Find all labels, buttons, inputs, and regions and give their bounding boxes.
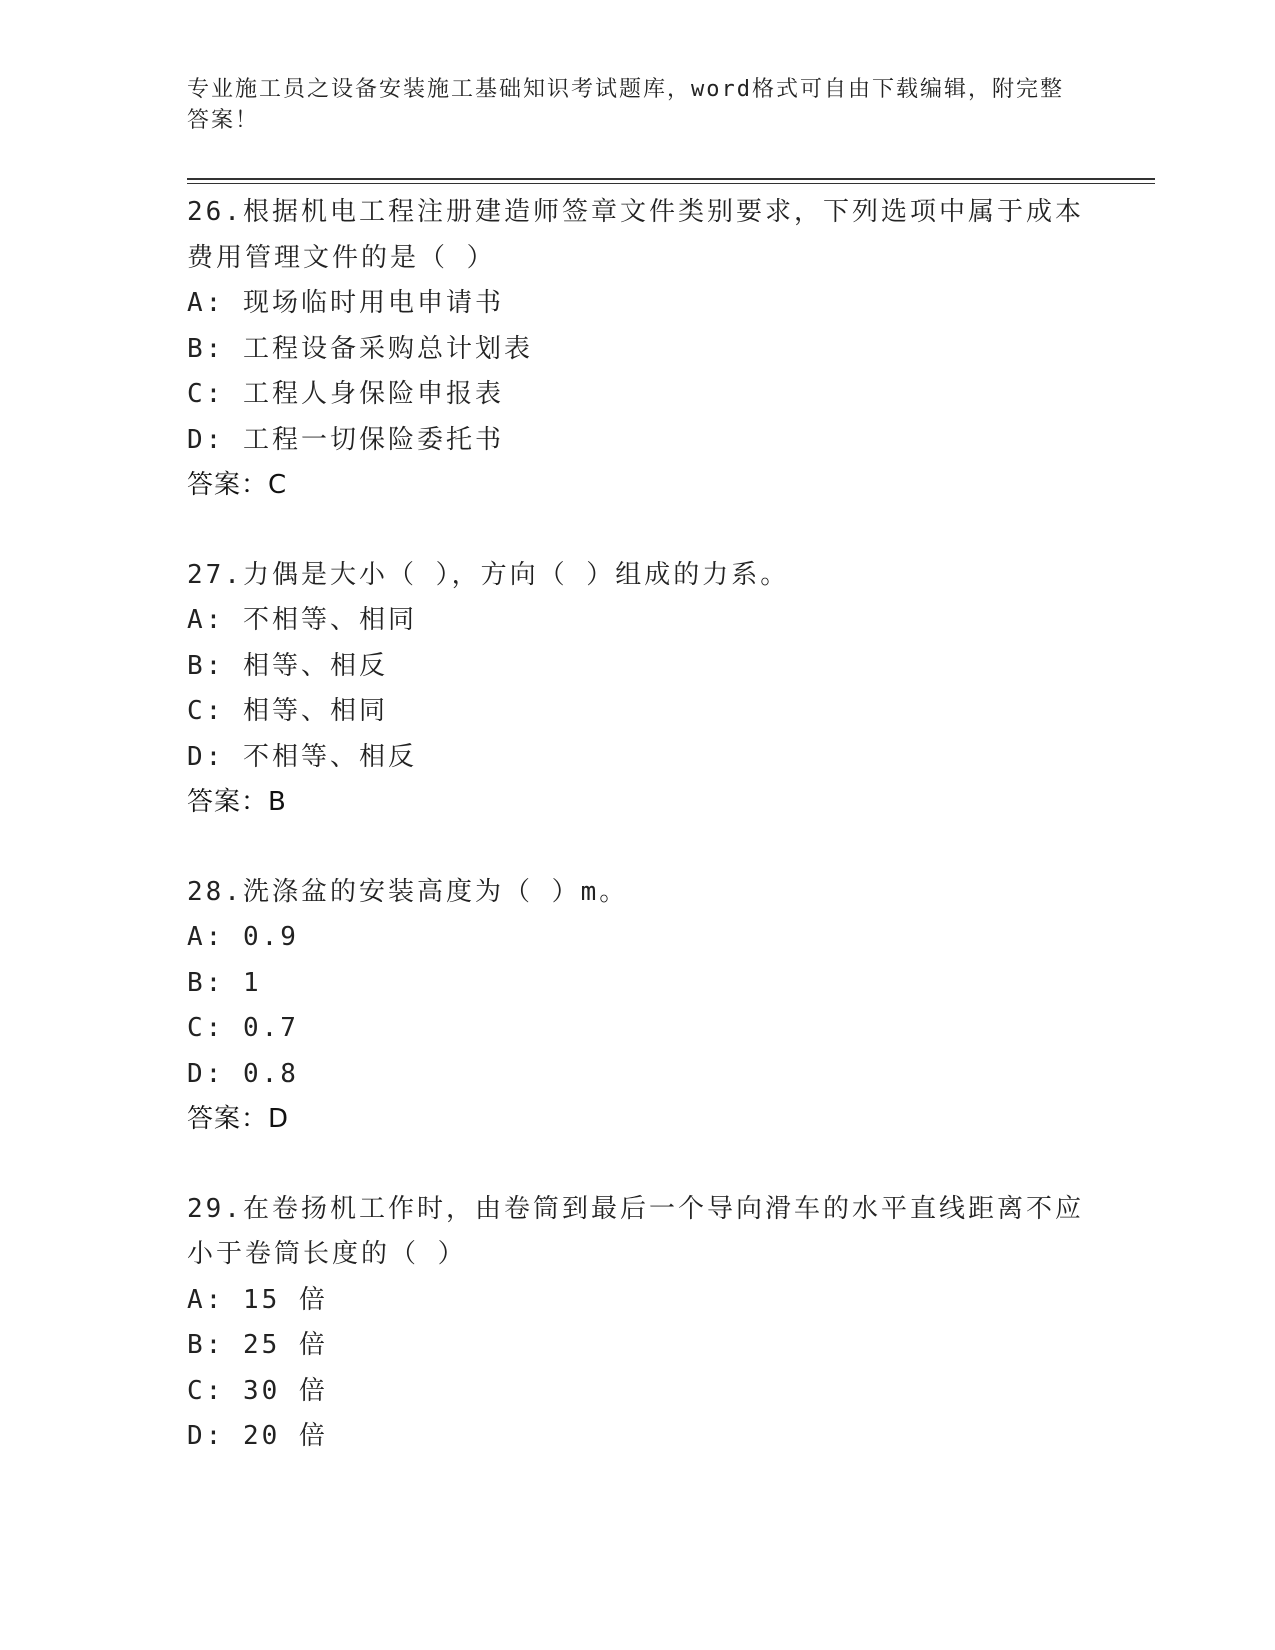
option-c: C: 30 倍 — [187, 1375, 328, 1406]
option-b: B: 25 倍 — [187, 1330, 328, 1360]
option-a: A: 现场临时用电申请书 — [187, 288, 504, 318]
question-stem: 28.洗涤盆的安装高度为（ ）m。 — [187, 876, 629, 907]
document-header: 专业施工员之设备安装施工基础知识考试题库，word格式可自由下载编辑，附完整答案！ — [187, 77, 1064, 133]
answer-line: 答案：C — [187, 470, 288, 500]
question-28 — [187, 870, 1087, 1143]
question-list — [187, 190, 1087, 1504]
option-d: D: 20 倍 — [187, 1421, 328, 1451]
answer-line: 答案：D — [187, 1104, 290, 1134]
question-26 — [187, 190, 1087, 509]
option-b: B: 1 — [187, 967, 262, 998]
question-29 — [187, 1187, 1087, 1460]
option-b: B: 工程设备采购总计划表 — [187, 333, 533, 364]
question-stem: 29.在卷扬机工作时，由卷筒到最后一个导向滑车的水平直线距离不应小于卷筒长度的（ ） — [187, 1193, 1084, 1269]
option-a: A: 15 倍 — [187, 1284, 328, 1315]
option-c: C: 0.7 — [187, 1013, 299, 1043]
option-d: D: 不相等、相反 — [187, 741, 417, 772]
question-27 — [187, 553, 1087, 826]
question-stem: 26.根据机电工程注册建造师签章文件类别要求，下列选项中属于成本费用管理文件的是（ ） — [187, 197, 1084, 273]
option-d: D: 工程一切保险委托书 — [187, 424, 504, 455]
option-c: C: 相等、相同 — [187, 696, 388, 726]
option-b: B: 相等、相反 — [187, 650, 388, 681]
option-a: A: 不相等、相同 — [187, 605, 417, 635]
option-c: C: 工程人身保险申报表 — [187, 379, 504, 409]
answer-line: 答案：B — [187, 787, 287, 817]
header-divider-thick — [187, 178, 1155, 180]
option-d: D: 0.8 — [187, 1058, 299, 1089]
option-a: A: 0.9 — [187, 922, 299, 952]
question-stem: 27.力偶是大小（ ），方向（ ）组成的力系。 — [187, 559, 790, 590]
header-divider-thin — [187, 183, 1155, 184]
